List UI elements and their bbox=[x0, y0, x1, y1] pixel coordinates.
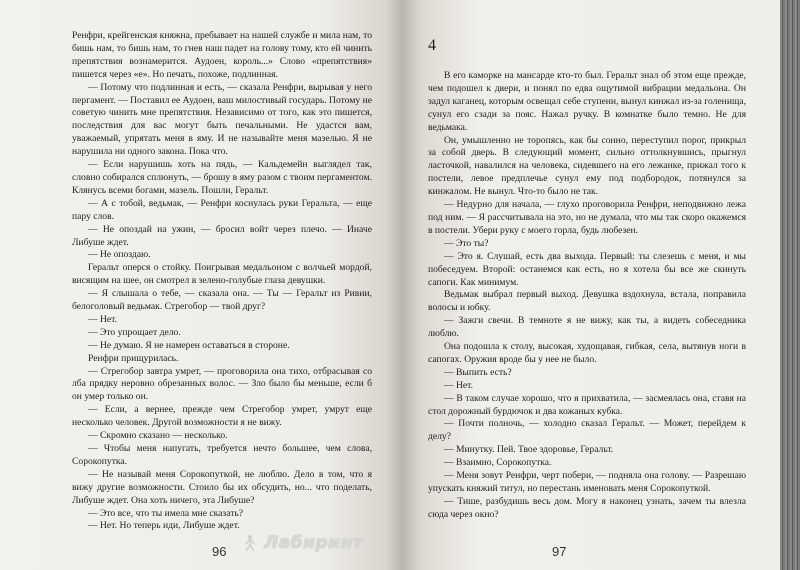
watermark-text: Лабиринт bbox=[264, 533, 364, 553]
paragraph: — Я слышала о тебе, — сказала она. — Ты — Геральт из Ривии, белоголовый ведьмак. Стрегобор — твой друг? bbox=[72, 288, 372, 313]
paragraph: — Это все, что ты имела мне сказать? bbox=[88, 507, 244, 519]
paragraph: — Не думаю. Я не намерен оставаться в стороне. bbox=[88, 339, 290, 351]
paragraph: В его каморке на мансарде кто-то был. Геральт знал об этом еще прежде, чем подошел к двери, и понял по едва ощутимой вибрации медальона. Он задул каганец, которым освещал себе ступени, вынул кинжал из-за голенища, сунул его сзади за пояс. Нажал ручку. В комнатке было темно. Не для ведьмака. bbox=[428, 70, 746, 133]
paragraph: — Стрегобор завтра умрет, — проговорила она тихо, отбрасывая со лба прядку неровно обрезанных волос. — Зло было бы меньше, если б он умер только он. bbox=[72, 365, 372, 403]
left-page-number: 96 bbox=[212, 544, 227, 559]
paragraph: — Минутку. Пей. Твое здоровье, Геральт. bbox=[444, 444, 614, 456]
paragraph: — Если, а вернее, прежде чем Стрегобор умрет, умрут еще несколько человек. Другой возможности я не вижу. bbox=[72, 404, 372, 429]
paragraph: — Не опоздаю. bbox=[88, 249, 151, 261]
paragraph: Ренфри прищурилась. bbox=[88, 352, 179, 364]
paragraph: — Скромно сказано — несколько. bbox=[88, 430, 228, 442]
paragraph: Она подошла к столу, высокая, худощавая, гибкая, села, вытянув ноги в сапогах. Оружия вроде бы у нее не было. bbox=[428, 341, 746, 365]
paragraph: — Недурно для начала, — глухо проговорила Ренфри, неподвижно лежа под ним. — Я рассчитывала на это, но не думала, что мы так скоро окажемся в постели. Убери руку с моего горла, будь любезен. bbox=[428, 199, 746, 236]
paragraph: — Нет. bbox=[88, 313, 118, 325]
right-page-number: 97 bbox=[552, 544, 567, 559]
paragraph: — Тише, разбудишь весь дом. Могу я наконец узнать, зачем ты влезла сюда через окно? bbox=[428, 495, 746, 520]
paragraph: — Это ты? bbox=[444, 237, 489, 249]
paragraph: — Почти полночь, — холодно сказал Геральт. — Может, перейдем к делу? bbox=[428, 418, 746, 443]
paragraph: — Чтобы меня напугать, требуется нечто большее, чем слова, Сорокопутка. bbox=[72, 443, 372, 467]
paragraph: — Не опоздай на ужин, — бросил войт через плечо. — Иначе Либуше ждет. bbox=[72, 223, 372, 248]
right-page bbox=[402, 0, 780, 570]
labyrinth-figure-icon bbox=[240, 534, 260, 552]
paragraph: Ведьмак выбрал первый выход. Девушка вздохнула, встала, поправила волосы и юбку. bbox=[428, 289, 746, 314]
left-page-text bbox=[72, 30, 372, 533]
paragraph: — Зажги свечи. В темноте я не вижу, как ты, а видеть собеседника люблю. bbox=[428, 315, 746, 340]
paragraph: — Потому что подлинная и есть, — сказала Ренфри, вырывая у него пергамент. — Поставил ее Аудоен, ваш милостивый государь. Потому не советую чинить мне препятствия. Независимо от того, как это пишется, последствия для вас могут быть печальными. Не удастся вам, уважаемый, упрятать меня в яму. И не называйте меня мазелью. Я не нарушила ни одного закона. Пока что. bbox=[72, 81, 372, 158]
paragraph: — Меня зовут Ренфри, черт побери, — подняла она голову. — Разрешаю упускать княжий титул, но перестань именовать меня Сорокопуткой. bbox=[428, 470, 746, 494]
paragraph: — Это упрощает дело. bbox=[88, 326, 181, 338]
paragraph: — Это я. Слушай, есть два выхода. Первый: ты слезешь с меня, и мы побеседуем. Второй: останемся как есть, но я хотела бы все же скинуть сапоги. Как минимум. bbox=[428, 250, 746, 288]
paragraph: — Нет. bbox=[444, 379, 474, 391]
paragraph: Ренфри, крейгенская княжна, пребывает на нашей службе и мила нам, то бишь нам, то бишь нам, то гнев наш падет на голову тому, кто ей чинить препятствия вознамерится. Аудоен, король...» Слово «препятствия» пишется через «е». Но печать, похоже, подлинная. bbox=[72, 30, 372, 80]
paragraph: — Выпить есть? bbox=[444, 366, 512, 378]
paragraph: Он, умышленно не торопясь, как бы сонно, переступил порог, прикрыл за собой дверь. В следующий момент, сильно оттолкнувшись, прыгнул ласточкой, навалился на человека, сидевшего на его лежанке, прижал того к постели, левое предплечье сунул ему под подбородок, потянулся за кинжалом. Не вынул. Что-то было не так. bbox=[428, 134, 746, 198]
right-page-text bbox=[428, 38, 746, 522]
paragraph: — Если нарушишь хоть на пядь, — Кальдемейн выглядел так, словно собирался сплюнуть, — брошу в яму разом с твоим пергаментом. Клянусь всеми богами, мазель. Пошли, Геральт. bbox=[72, 159, 372, 196]
paragraph: — Взаимно, Сорокопутка. bbox=[444, 457, 552, 469]
paragraph: — Нет. Но теперь иди, Либуше ждет. bbox=[88, 520, 240, 532]
page-edges bbox=[780, 0, 800, 570]
paragraph: — Не называй меня Сорокопуткой, не люблю. Дело в том, что я вижу другие возможности. Стоило бы их обсудить, но... что поделать, Либуше ждет. Она хоть ничего, эта Либуше? bbox=[72, 468, 372, 506]
paragraph: Геральт оперся о стойку. Поигрывая медальоном с волчьей мордой, висящим на шее, он смотрел в зелено-голубые глаза девушки. bbox=[72, 262, 372, 287]
paragraph: — А с тобой, ведьмак, — Ренфри коснулась руки Геральта, — еще пару слов. bbox=[72, 197, 372, 222]
paragraph: — В таком случае хорошо, что я прихватила, — засмеялась она, ставя на стол дорожный бурдючок и два кожаных кубка. bbox=[428, 392, 746, 417]
chapter-number: 4 bbox=[428, 37, 436, 54]
